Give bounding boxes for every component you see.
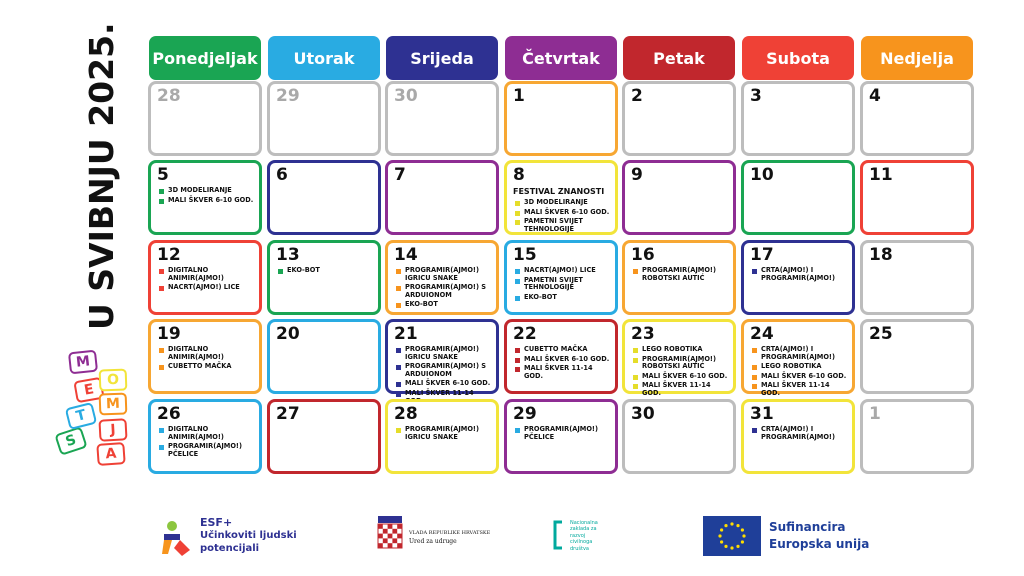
- event-list: [633, 346, 730, 400]
- event-label: LEGO ROBOTIKA: [761, 362, 822, 371]
- event-label: MALI ŠKVER 11-14 GOD.: [642, 381, 711, 397]
- calendar-day-cell[interactable]: [267, 319, 381, 394]
- letter-block-icon: E: [73, 377, 104, 404]
- day-number: 18: [869, 245, 893, 265]
- event-label: PROGRAMIR(AJMO!) S ARDUIONOM: [405, 283, 487, 299]
- day-number: 1: [513, 86, 525, 106]
- event-item[interactable]: [633, 267, 730, 282]
- esf-title: ESF+: [200, 516, 233, 529]
- event-list: [396, 426, 493, 443]
- event-label: MALI ŠKVER 11-14: [405, 388, 474, 397]
- event-label: DIGITALNO ANIMIR(AJMO!): [168, 425, 224, 441]
- calendar-day-cell[interactable]: [860, 160, 974, 235]
- calendar-day-cell[interactable]: [741, 399, 855, 474]
- event-item[interactable]: [752, 426, 849, 441]
- weekday-header-utorak: Utorak: [268, 36, 380, 80]
- event-bullet-icon: [515, 269, 520, 274]
- calendar-day-cell[interactable]: [385, 81, 499, 156]
- event-item[interactable]: [396, 284, 493, 299]
- event-item[interactable]: [515, 346, 612, 354]
- day-number: 3: [750, 86, 762, 106]
- event-list: [633, 267, 730, 284]
- day-number: 20: [276, 324, 300, 344]
- day-number: 22: [513, 324, 537, 344]
- event-bullet-icon: [752, 384, 757, 389]
- calendar-day-cell[interactable]: [148, 319, 262, 394]
- letter-block-icon: T: [65, 402, 97, 430]
- calendar-day-cell[interactable]: [622, 160, 736, 235]
- day-number: 6: [276, 165, 288, 185]
- event-list: [752, 346, 849, 400]
- event-bullet-icon: [159, 348, 164, 353]
- day-number: 23: [631, 324, 655, 344]
- event-label: PROGRAMIR(AJMO!) ROBOTSKI AUTIĆ: [642, 354, 716, 371]
- event-item[interactable]: [159, 443, 256, 458]
- national-foundation-text: [570, 520, 598, 552]
- event-item[interactable]: [515, 218, 612, 233]
- eu-logo: [703, 516, 873, 558]
- event-item[interactable]: [159, 284, 256, 292]
- event-item[interactable]: [515, 426, 612, 441]
- calendar-day-cell[interactable]: [148, 160, 262, 235]
- event-item[interactable]: [396, 346, 493, 361]
- event-label: PAMETNI SVIJET TEHNOLOGIJE: [524, 217, 583, 233]
- event-bullet-icon: [515, 211, 520, 216]
- letter-block-icon: M: [99, 393, 128, 416]
- day-number: 30: [394, 86, 418, 106]
- government-name: VLADA REPUBLIKE HRVATSKE: [409, 530, 491, 536]
- event-bullet-icon: [159, 428, 164, 433]
- day-number: 7: [394, 165, 406, 185]
- event-item[interactable]: [396, 267, 493, 282]
- event-label: CRTA(AJMO!) I PROGRAMIR(AJMO!): [761, 425, 835, 441]
- event-item[interactable]: [159, 267, 256, 282]
- event-label: MALI ŠKVER 6-10 GOD.: [642, 371, 728, 380]
- event-item[interactable]: [752, 267, 849, 282]
- event-label: MALI ŠKVER 6-10 GOD.: [524, 354, 610, 363]
- event-label: MALI ŠKVER 11-14 GOD.: [524, 364, 593, 380]
- calendar-day-cell[interactable]: [385, 319, 499, 397]
- calendar-day-cell[interactable]: [504, 81, 618, 156]
- event-bullet-icon: [396, 392, 401, 397]
- event-item[interactable]: [396, 363, 493, 378]
- day-number: 16: [631, 245, 655, 265]
- event-label: PROGRAMIR(AJMO!) S ARDUIONOM: [405, 362, 487, 378]
- calendar-day-cell[interactable]: [385, 160, 499, 235]
- national-foundation-line: razvoj: [570, 532, 586, 539]
- event-item[interactable]: [752, 363, 849, 371]
- calendar-day-cell[interactable]: [504, 399, 618, 474]
- event-bullet-icon: [752, 365, 757, 370]
- event-item[interactable]: [515, 365, 612, 380]
- event-bullet-icon: [159, 269, 164, 274]
- event-bullet-icon: [396, 348, 401, 353]
- day-number: 28: [394, 404, 418, 424]
- event-label: EKO-BOT: [524, 292, 557, 301]
- event-item[interactable]: [752, 373, 849, 381]
- eu-cofinanced-text: Sufinancira: [769, 520, 846, 534]
- croatian-coat-of-arms-icon: [375, 516, 405, 558]
- event-label: MALI ŠKVER 6-10 GOD.: [405, 379, 491, 388]
- event-bullet-icon: [633, 384, 638, 389]
- event-label: MALI ŠKVER 6-10 GOD.: [168, 195, 254, 204]
- event-list: [396, 346, 493, 407]
- calendar-day-cell[interactable]: [741, 319, 855, 397]
- weekday-header-nedjelja: Nedjelja: [861, 36, 973, 80]
- esf-subtitle-1: Učinkoviti ljudski: [200, 530, 297, 541]
- national-foundation-line: zaklada za: [570, 526, 597, 533]
- event-bullet-icon: [515, 428, 520, 433]
- calendar-day-cell[interactable]: [148, 240, 262, 315]
- calendar-day-cell[interactable]: [622, 399, 736, 474]
- calendar-day-cell[interactable]: [622, 319, 736, 397]
- event-list: [278, 267, 375, 277]
- event-item[interactable]: [515, 356, 612, 364]
- event-bullet-icon: [159, 286, 164, 291]
- day-number: 14: [394, 245, 418, 265]
- event-item[interactable]: [515, 277, 612, 292]
- event-label: PAMETNI SVIJET TEHNOLOGIJE: [524, 275, 583, 292]
- national-foundation-line: civilnoga: [570, 539, 593, 546]
- day-number: 29: [513, 404, 537, 424]
- event-label: MALI ŠKVER 11-14 GOD.: [761, 381, 830, 397]
- event-list: [515, 346, 612, 382]
- weekday-header-petak: Petak: [623, 36, 735, 80]
- event-bullet-icon: [633, 269, 638, 274]
- event-bullet-icon: [633, 375, 638, 380]
- event-label: PROGRAMIR(AJMO!) PČELICE: [168, 442, 242, 458]
- calendar-day-cell[interactable]: [860, 319, 974, 394]
- event-item[interactable]: [752, 346, 849, 361]
- day-number: 12: [157, 245, 181, 265]
- calendar-day-cell[interactable]: [860, 399, 974, 474]
- event-list: [752, 267, 849, 284]
- event-label: PROGRAMIR(AJMO!) IGRICU SNAKE: [405, 425, 479, 441]
- event-label: 3D MODELIRANJE: [524, 198, 588, 206]
- calendar-day-cell[interactable]: [504, 240, 618, 315]
- event-bullet-icon: [515, 279, 520, 284]
- bracket-icon: [552, 520, 568, 550]
- event-label: MALI ŠKVER 6-10 GOD.: [761, 371, 847, 380]
- calendar-day-cell[interactable]: [267, 81, 381, 156]
- day-headline: FESTIVAL ZNANOSTI: [513, 187, 605, 196]
- event-label: LEGO ROBOTIKA: [642, 345, 703, 353]
- event-item[interactable]: [515, 294, 612, 302]
- day-number: 5: [157, 165, 169, 185]
- eu-name-text: Europska unija: [769, 537, 870, 551]
- event-label: NACRT(AJMO!) LICE: [524, 266, 596, 274]
- calendar-day-cell[interactable]: [148, 81, 262, 156]
- day-number: 26: [157, 404, 181, 424]
- day-number: 31: [750, 404, 774, 424]
- event-list: [159, 426, 256, 460]
- calendar-day-cell[interactable]: [504, 160, 618, 235]
- event-item[interactable]: [159, 187, 256, 195]
- event-bullet-icon: [515, 348, 520, 353]
- calendar-day-cell[interactable]: [267, 399, 381, 474]
- event-bullet-icon: [159, 445, 164, 450]
- event-bullet-icon: [752, 269, 757, 274]
- event-list: [159, 187, 256, 206]
- letter-block-icon: A: [96, 442, 125, 466]
- national-foundation-logo: [552, 518, 632, 566]
- event-item[interactable]: [633, 356, 730, 371]
- calendar-day-cell[interactable]: [385, 399, 499, 474]
- day-number: 8: [513, 165, 525, 185]
- event-bullet-icon: [515, 201, 520, 206]
- national-foundation-line: društva: [570, 545, 589, 552]
- day-number: 25: [869, 324, 893, 344]
- event-bullet-icon: [633, 348, 638, 353]
- letter-block-icon: M: [68, 350, 98, 375]
- national-foundation-line: Nacionalna: [570, 520, 598, 526]
- event-bullet-icon: [396, 365, 401, 370]
- calendar-title: [75, 22, 125, 338]
- calendar-day-cell[interactable]: [148, 399, 262, 474]
- day-number: 2: [631, 86, 643, 106]
- event-label: CRTA(AJMO!) I PROGRAMIR(AJMO!): [761, 266, 835, 282]
- esf-logo: [160, 516, 300, 560]
- day-number: 24: [750, 324, 774, 344]
- day-number: 21: [394, 324, 418, 344]
- calendar-title-text: U SVIBNJU 2025.: [82, 22, 121, 330]
- calendar-day-cell[interactable]: [504, 319, 618, 394]
- calendar-day-cell[interactable]: [622, 81, 736, 156]
- day-number: 10: [750, 165, 774, 185]
- event-label: MALI ŠKVER 6-10 GOD.: [524, 207, 610, 216]
- event-item[interactable]: [396, 380, 493, 388]
- event-label: 3D MODELIRANJE: [168, 186, 232, 194]
- calendar-day-cell[interactable]: [267, 240, 381, 315]
- event-list: [515, 267, 612, 303]
- event-bullet-icon: [159, 189, 164, 194]
- esf-subtitle-2: potencijali: [200, 543, 260, 554]
- event-item[interactable]: [396, 301, 493, 309]
- government-logo: [375, 514, 505, 560]
- calendar-day-cell[interactable]: [385, 240, 499, 315]
- calendar-day-cell[interactable]: [741, 240, 855, 315]
- eu-flag-icon: [703, 516, 761, 556]
- event-item[interactable]: [515, 267, 612, 275]
- event-item[interactable]: [159, 363, 256, 371]
- event-item[interactable]: [159, 426, 256, 441]
- event-label: PROGRAMIR(AJMO!) PČELICE: [524, 425, 598, 441]
- event-label: EKO-BOT: [287, 266, 320, 274]
- calendar-day-cell[interactable]: [741, 160, 855, 235]
- event-bullet-icon: [752, 348, 757, 353]
- event-item[interactable]: [752, 382, 849, 397]
- event-list: [159, 346, 256, 373]
- event-list: [515, 199, 612, 235]
- event-bullet-icon: [396, 269, 401, 274]
- event-bullet-icon: [633, 358, 638, 363]
- event-bullet-icon: [515, 367, 520, 372]
- event-item[interactable]: [633, 346, 730, 354]
- day-number: 9: [631, 165, 643, 185]
- calendar-day-cell[interactable]: [741, 81, 855, 156]
- event-bullet-icon: [159, 365, 164, 370]
- weekday-header-srijeda: Srijeda: [386, 36, 498, 80]
- event-label: DIGITALNO ANIMIR(AJMO!): [168, 345, 224, 361]
- calendar-day-cell[interactable]: [860, 81, 974, 156]
- event-item[interactable]: [159, 346, 256, 361]
- stem-ajmo-logo: [55, 345, 130, 470]
- event-label: EKO-BOT: [405, 300, 438, 309]
- day-number: 13: [276, 245, 300, 265]
- day-number: 28: [157, 86, 181, 106]
- event-bullet-icon: [752, 375, 757, 380]
- event-bullet-icon: [278, 269, 283, 274]
- event-bullet-icon: [515, 296, 520, 301]
- weekday-header-ponedjeljak: Ponedjeljak: [149, 36, 261, 80]
- day-number: 30: [631, 404, 655, 424]
- event-bullet-icon: [396, 382, 401, 387]
- event-label: CUBETTO MAČKA: [168, 362, 232, 371]
- event-bullet-icon: [159, 199, 164, 204]
- event-bullet-icon: [396, 303, 401, 308]
- event-list: [515, 426, 612, 443]
- event-bullet-icon: [515, 358, 520, 363]
- government-office: Ured za udruge: [409, 538, 457, 545]
- calendar-day-cell[interactable]: [267, 160, 381, 235]
- weekday-header-subota: Subota: [742, 36, 854, 80]
- esf-figure-icon: [160, 518, 200, 558]
- day-number: 19: [157, 324, 181, 344]
- event-item[interactable]: [278, 267, 375, 275]
- event-label: PROGRAMIR(AJMO!) IGRICU SNAKE: [405, 345, 479, 361]
- letter-block-icon: S: [54, 426, 87, 456]
- calendar-day-cell[interactable]: [860, 240, 974, 315]
- day-number: 17: [750, 245, 774, 265]
- weekday-header-četvrtak: Četvrtak: [505, 36, 617, 80]
- event-label: CUBETTO MAČKA: [524, 345, 588, 353]
- day-number: 4: [869, 86, 881, 106]
- event-item[interactable]: [396, 426, 493, 441]
- event-label: PROGRAMIR(AJMO!) IGRICU SNAKE: [405, 266, 479, 282]
- event-bullet-icon: [396, 428, 401, 433]
- day-number: 27: [276, 404, 300, 424]
- event-item[interactable]: [515, 209, 612, 217]
- event-label: CRTA(AJMO!) I PROGRAMIR(AJMO!): [761, 345, 835, 361]
- event-bullet-icon: [752, 428, 757, 433]
- event-bullet-icon: [396, 286, 401, 291]
- day-number: 29: [276, 86, 300, 106]
- event-list: [752, 426, 849, 443]
- event-item[interactable]: [633, 382, 730, 397]
- letter-block-icon: O: [99, 369, 128, 392]
- event-list: [159, 267, 256, 294]
- letter-block-icon: J: [98, 418, 127, 441]
- event-bullet-icon: [515, 220, 520, 225]
- event-item[interactable]: [159, 197, 256, 205]
- calendar-day-cell[interactable]: [622, 240, 736, 315]
- day-number: 11: [869, 165, 893, 185]
- day-number: 15: [513, 245, 537, 265]
- event-item[interactable]: [515, 199, 612, 207]
- event-item[interactable]: [633, 373, 730, 381]
- day-number: 1: [869, 404, 881, 424]
- event-label: NACRT(AJMO!) LICE: [168, 283, 240, 292]
- event-list: [396, 267, 493, 311]
- event-label: PROGRAMIR(AJMO!) ROBOTSKI AUTIĆ: [642, 266, 716, 282]
- event-label: DIGITALNO ANIMIR(AJMO!): [168, 266, 224, 282]
